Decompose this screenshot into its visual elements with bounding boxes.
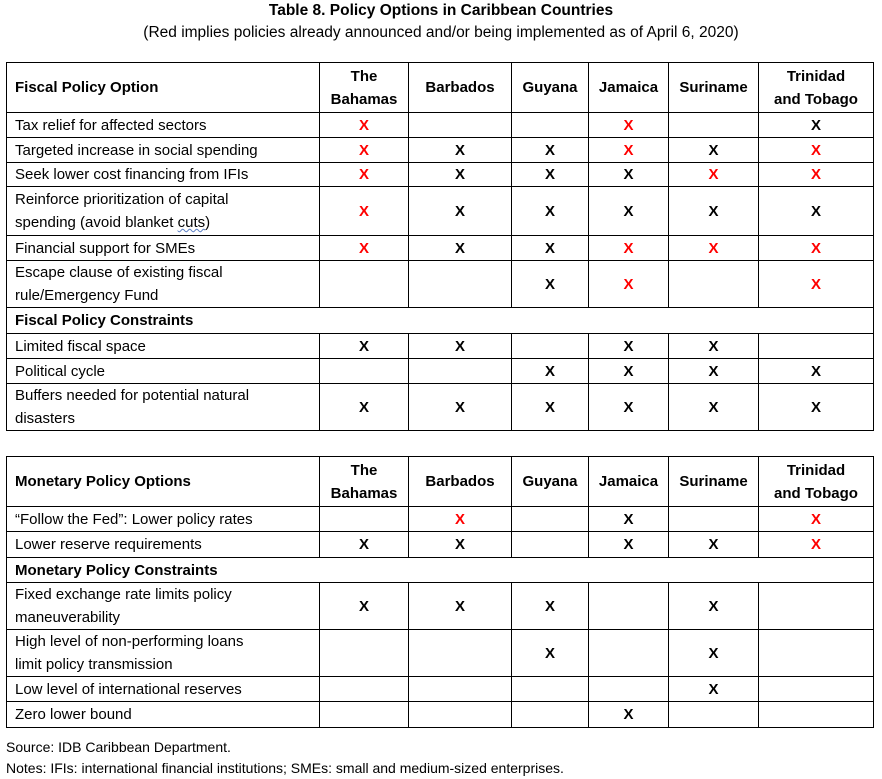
mark-cell [512, 702, 589, 728]
mark: X [623, 510, 634, 528]
mark: X [623, 706, 634, 723]
mark-cell [409, 583, 512, 630]
mark: X [623, 398, 634, 416]
mark-cell [512, 236, 589, 261]
table-title: Table 8. Policy Options in Caribbean Countries [268, 2, 614, 19]
mark-cell [759, 163, 874, 187]
mark-cell [409, 359, 512, 384]
mark-cell [759, 359, 874, 384]
row-label-text: Fixed exchange rate limits policy [15, 586, 232, 603]
country-name: Bahamas [330, 484, 398, 502]
announced-mark: X [358, 202, 369, 220]
announced-mark: X [810, 239, 821, 257]
mark-cell [589, 532, 669, 558]
row-label [7, 583, 320, 630]
mark: X [358, 597, 369, 615]
mark-cell [320, 532, 409, 558]
mark-cell [320, 163, 409, 187]
country-name: Barbados [425, 79, 495, 96]
row-label [7, 532, 320, 558]
mark-cell [409, 334, 512, 359]
mark-cell [589, 359, 669, 384]
mark-cell [409, 163, 512, 187]
row-label-text: Reinforce prioritization of capital [15, 191, 229, 208]
mark-cell [320, 334, 409, 359]
mark-cell [759, 138, 874, 163]
column-header-country [589, 63, 669, 113]
table-row [7, 187, 874, 236]
row-label-text: Financial support for SMEs [15, 239, 196, 257]
mark-cell [409, 187, 512, 236]
row-label-text: Targeted increase in social spending [15, 141, 258, 159]
row-label-text: limit policy transmission [15, 656, 173, 673]
row-label [7, 261, 320, 308]
mark: X [544, 398, 555, 416]
mark-cell [512, 359, 589, 384]
mark: X [708, 337, 719, 355]
table-row [7, 113, 874, 138]
mark: X [454, 398, 465, 416]
announced-mark: X [623, 116, 634, 134]
mark: X [544, 644, 555, 662]
country-name: Suriname [679, 473, 748, 490]
row-label-text: Political cycle [15, 362, 106, 380]
row-label-text: Zero lower bound [15, 706, 132, 723]
country-name: Barbados [425, 473, 495, 490]
country-name: Jamaica [598, 473, 659, 490]
table-row [7, 583, 874, 630]
abbreviations-note: Notes: IFIs: international financial institutions; SMEs: small and medium-sized enterprises. [6, 760, 564, 776]
constraints-header-row [7, 558, 874, 583]
table-row [7, 532, 874, 558]
mark-cell [409, 677, 512, 702]
row-label-text: “Follow the Fed”: Lower policy rates [15, 510, 253, 528]
mark: X [623, 202, 634, 220]
mark: X [708, 141, 719, 159]
mark-cell [409, 532, 512, 558]
announced-mark: X [708, 239, 719, 257]
announced-mark: X [708, 166, 719, 183]
column-header-country [669, 457, 759, 507]
mark: X [454, 202, 465, 220]
mark-cell [759, 113, 874, 138]
mark-cell [669, 334, 759, 359]
mark-cell [320, 187, 409, 236]
monetary-policy-table [6, 456, 874, 728]
row-label [7, 163, 320, 187]
table-row [7, 334, 874, 359]
country-name: Jamaica [598, 79, 659, 96]
row-label-text: spending (avoid blanket cuts) [15, 214, 211, 231]
mark-cell [589, 138, 669, 163]
mark: X [708, 398, 719, 416]
column-header-country [409, 63, 512, 113]
mark-cell [320, 630, 409, 677]
mark-cell [409, 384, 512, 431]
mark: X [810, 202, 821, 220]
mark-cell [669, 187, 759, 236]
mark-cell [669, 677, 759, 702]
mark: X [358, 398, 369, 416]
source-note: Source: IDB Caribbean Department. [6, 739, 231, 755]
mark-cell [409, 113, 512, 138]
mark-cell [589, 677, 669, 702]
spellcheck-underline: cuts [177, 214, 206, 231]
row-label-text: Seek lower cost financing from IFIs [15, 166, 249, 183]
mark-cell [320, 677, 409, 702]
mark: X [454, 239, 465, 257]
mark: X [454, 141, 465, 159]
mark: X [544, 597, 555, 615]
mark-cell [759, 261, 874, 308]
mark-cell [512, 113, 589, 138]
mark: X [544, 239, 555, 257]
row-label [7, 507, 320, 532]
mark: X [708, 362, 719, 380]
mark: X [544, 362, 555, 380]
mark-cell [320, 583, 409, 630]
row-label [7, 236, 320, 261]
mark-cell [669, 630, 759, 677]
table-row [7, 261, 874, 308]
mark-cell [512, 630, 589, 677]
mark-cell [669, 583, 759, 630]
mark: X [544, 275, 555, 293]
row-label-text: Buffers needed for potential natural [15, 387, 250, 404]
mark: X [708, 202, 719, 220]
table-row [7, 236, 874, 261]
mark-cell [759, 532, 874, 558]
column-header-country [589, 457, 669, 507]
announced-mark: X [810, 536, 821, 553]
mark-cell [409, 261, 512, 308]
mark-cell [320, 702, 409, 728]
mark: X [623, 536, 634, 553]
mark-cell [320, 261, 409, 308]
row-label-text: Lower reserve requirements [15, 536, 202, 553]
mark-cell [589, 384, 669, 431]
country-name: and Tobago [774, 90, 858, 108]
mark: X [623, 166, 634, 183]
mark: X [810, 116, 821, 134]
announced-mark: X [358, 166, 369, 183]
row-label-text: High level of non-performing loans [15, 633, 244, 650]
country-name: Bahamas [330, 90, 398, 108]
mark-cell [759, 334, 874, 359]
announced-mark: X [358, 116, 369, 134]
row-label-text: maneuverability [15, 609, 121, 626]
column-header-country [512, 457, 589, 507]
announced-mark: X [623, 239, 634, 257]
mark: X [810, 398, 821, 416]
mark-cell [512, 163, 589, 187]
table-row [7, 702, 874, 728]
mark-cell [669, 261, 759, 308]
mark: X [708, 680, 719, 698]
mark-cell [589, 507, 669, 532]
mark-cell [669, 163, 759, 187]
fiscal-policy-table [6, 62, 874, 431]
announced-mark: X [623, 141, 634, 159]
mark-cell [589, 163, 669, 187]
table-row [7, 677, 874, 702]
row-label [7, 334, 320, 359]
mark-cell [320, 359, 409, 384]
row-label [7, 138, 320, 163]
column-header-country [320, 457, 409, 507]
mark-cell [759, 384, 874, 431]
row-label [7, 702, 320, 728]
mark-cell [759, 583, 874, 630]
mark-cell [409, 702, 512, 728]
mark: X [623, 362, 634, 380]
mark: X [454, 166, 465, 183]
mark: X [358, 337, 369, 355]
mark: X [708, 597, 719, 615]
announced-mark: X [810, 275, 821, 293]
mark-cell [669, 702, 759, 728]
table-row [7, 163, 874, 187]
mark: X [544, 166, 555, 183]
row-label-text: disasters [15, 410, 76, 427]
country-name: Guyana [522, 79, 578, 96]
country-name: Trinidad [786, 67, 846, 85]
mark-cell [759, 677, 874, 702]
mark-cell [669, 359, 759, 384]
mark: X [454, 536, 465, 553]
mark-cell [759, 702, 874, 728]
row-label-text: Escape clause of existing fiscal [15, 264, 223, 281]
mark: X [708, 536, 719, 553]
column-header-country [759, 457, 874, 507]
table-row [7, 630, 874, 677]
table-subtitle: (Red implies policies already announced and/or being implemented as of April 6, 2020) [143, 24, 739, 41]
mark-cell [589, 630, 669, 677]
mark: X [544, 141, 555, 159]
mark-cell [320, 138, 409, 163]
country-name: The [350, 67, 378, 85]
row-label [7, 677, 320, 702]
table-row [7, 507, 874, 532]
mark-cell [589, 187, 669, 236]
table-row [7, 384, 874, 431]
mark-cell [759, 236, 874, 261]
mark-cell [589, 236, 669, 261]
column-header-country [759, 63, 874, 113]
mark-cell [512, 261, 589, 308]
mark: X [708, 644, 719, 662]
row-label-text: Limited fiscal space [15, 337, 146, 355]
mark-cell [669, 138, 759, 163]
country-name: and Tobago [774, 484, 858, 502]
mark-cell [589, 113, 669, 138]
mark-cell [589, 702, 669, 728]
announced-mark: X [454, 510, 465, 528]
mark-cell [512, 583, 589, 630]
table-row [7, 359, 874, 384]
mark-cell [409, 236, 512, 261]
mark-cell [759, 507, 874, 532]
column-header-country [669, 63, 759, 113]
mark-cell [512, 532, 589, 558]
mark-cell [512, 507, 589, 532]
row-label-text: rule/Emergency Fund [15, 287, 159, 304]
mark-cell [759, 630, 874, 677]
mark-cell [669, 532, 759, 558]
mark-cell [669, 236, 759, 261]
column-header-country [512, 63, 589, 113]
row-label [7, 630, 320, 677]
announced-mark: X [358, 239, 369, 257]
country-name: Suriname [679, 79, 748, 96]
header-row [7, 63, 874, 113]
row-label [7, 187, 320, 236]
constraints-header: Fiscal Policy Constraints [7, 308, 874, 334]
mark-cell [669, 113, 759, 138]
constraints-header: Monetary Policy Constraints [7, 558, 874, 583]
mark-cell [512, 138, 589, 163]
mark-cell [669, 507, 759, 532]
country-name: The [350, 461, 378, 479]
mark-cell [409, 630, 512, 677]
table-row [7, 138, 874, 163]
row-label-text: Tax relief for affected sectors [15, 116, 207, 134]
mark-cell [512, 677, 589, 702]
column-header-policy: Monetary Policy Options [7, 457, 320, 507]
mark-cell [589, 334, 669, 359]
header-row [7, 457, 874, 507]
row-label [7, 359, 320, 384]
mark-cell [512, 334, 589, 359]
announced-mark: X [810, 141, 821, 159]
column-header-policy: Fiscal Policy Option [7, 63, 320, 113]
mark-cell [589, 261, 669, 308]
mark: X [810, 362, 821, 380]
mark-cell [589, 583, 669, 630]
mark-cell [669, 384, 759, 431]
column-header-country [320, 63, 409, 113]
announced-mark: X [810, 166, 821, 183]
mark-cell [759, 187, 874, 236]
country-name: Trinidad [786, 461, 846, 479]
mark: X [544, 202, 555, 220]
mark-cell [409, 507, 512, 532]
announced-mark: X [358, 141, 369, 159]
row-label [7, 384, 320, 431]
mark: X [454, 597, 465, 615]
mark-cell [512, 187, 589, 236]
announced-mark: X [623, 275, 634, 293]
mark-cell [320, 236, 409, 261]
mark-cell [320, 384, 409, 431]
row-label [7, 113, 320, 138]
mark-cell [409, 138, 512, 163]
mark: X [358, 536, 369, 553]
mark: X [454, 337, 465, 355]
announced-mark: X [810, 510, 821, 528]
mark-cell [320, 113, 409, 138]
row-label-text: Low level of international reserves [15, 680, 242, 698]
mark-cell [512, 384, 589, 431]
constraints-header-row [7, 308, 874, 334]
mark: X [623, 337, 634, 355]
column-header-country [409, 457, 512, 507]
mark-cell [320, 507, 409, 532]
country-name: Guyana [522, 473, 578, 490]
